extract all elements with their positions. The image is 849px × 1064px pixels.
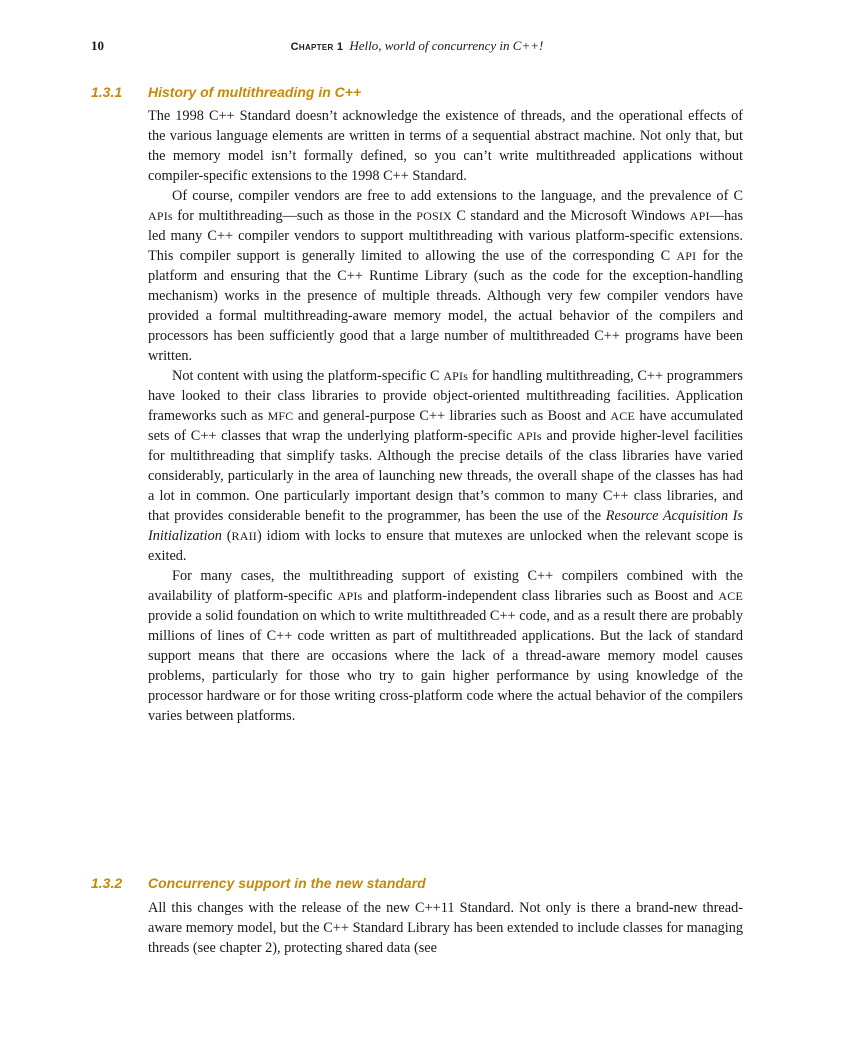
text-run: For many cases, the multithreading support of existing C++ compilers combined with the availability of platform-specific — [148, 568, 743, 604]
section-number: 1.3.2 — [91, 875, 123, 891]
page-number: 10 — [91, 38, 104, 53]
section-number: 1.3.1 — [91, 84, 123, 100]
running-head — [91, 38, 743, 54]
paragraph — [148, 898, 743, 958]
acronym: APIs — [148, 209, 173, 223]
paragraph — [148, 566, 743, 726]
acronym: RAII — [231, 529, 257, 543]
acronym: MFC — [267, 409, 294, 423]
text-run: C standard and the Microsoft Windows — [451, 208, 690, 224]
text-run: provide a solid foundation on which to write multithreaded C++ code, and as a result there are probably millions of lines of C++ code written as part of multithreaded applications. But the lack of standard support means that there are occasions where the lack of a thread-aware memory model causes problems, particularly for those who try to gain higher performance by using knowledge of the processor hardware or for those writing cross-platform code where the actual behavior of the compilers varies between platforms. — [148, 608, 743, 724]
text-run: ( — [221, 528, 232, 544]
acronym: ACE — [610, 409, 635, 423]
text-run: and general-purpose C++ libraries such as Boost and — [293, 408, 611, 424]
paragraph — [148, 366, 743, 566]
text-run: —has led many C++ compiler vendors to support multithreading with various platform-specific extensions. This compiler support is generally limited to allowing the use of the corresponding C — [148, 208, 744, 264]
text-run: Not content with using the platform-specific C — [172, 368, 444, 384]
text-run: and provide higher-level facilities for multithreading that simplify tasks. Although the precise details of the class libraries have varied considerably, particularly in the area of launching new threads, the overall shape of the classes has had a lot in common. One particularly important design that’s common to many C++ class libraries, and that provides considerable benefit to the programmer, has been the use of the — [148, 428, 743, 524]
text-run: for the platform and ensuring that the C++ Runtime Library (such as the code for the exception-handling mechanism) works in the presence of multiple threads. Although very few compiler vendors have provided a formal multithreading-aware memory model, the actual behavior of the compilers and processors has been sufficiently good that a large number of multithreaded C++ programs have been written. — [148, 248, 743, 364]
section-body-1-3-2 — [148, 898, 743, 958]
text-run: for handling multithreading, C++ programmers have looked to their class libraries to provide object-oriented multithreading facilities. Application frameworks such as — [148, 368, 743, 424]
acronym: API — [676, 249, 697, 263]
text-run: for multithreading—such as those in the — [172, 208, 417, 224]
emphasis: Resource Acquisition Is Initialization — [148, 508, 743, 544]
section-heading-1-3-1 — [91, 84, 361, 100]
acronym: APIs — [337, 589, 363, 603]
section-title: Concurrency support in the new standard — [148, 875, 426, 891]
page-header — [91, 38, 743, 58]
text-run: ) idiom with locks to ensure that mutexes are unlocked when the relevant scope is exited. — [148, 528, 743, 564]
text-run: have accumulated sets of C++ classes that wrap the underlying platform-specific — [148, 408, 743, 444]
acronym: POSIX — [416, 209, 452, 223]
acronym: APIs — [443, 369, 469, 383]
paragraph — [148, 186, 743, 366]
section-title: History of multithreading in C++ — [148, 84, 362, 100]
acronym: API — [689, 209, 710, 223]
paragraph — [148, 106, 743, 186]
chapter-label: Chapter 1 — [290, 41, 344, 53]
acronym: APIs — [517, 429, 542, 443]
chapter-title: Hello, world of concurrency in C++! — [349, 38, 544, 53]
acronym: ACE — [718, 589, 743, 603]
text-run: The 1998 C++ Standard doesn’t acknowledge the existence of threads, and the operational effects of the various language elements are written in terms of a sequential abstract machine. Not only that, but the memory model isn’t formally defined, so you can’t write multithreaded applications without compiler-specific extensions to the 1998 C++ Standard. — [148, 108, 743, 184]
text-run: All this changes with the release of the new C++11 Standard. Not only is there a brand-new thread-aware memory model, but the C++ Standard Library has been extended to include classes for managing threads (see chapter 2), protecting shared data (see — [148, 900, 743, 956]
text-run: Of course, compiler vendors are free to add extensions to the language, and the prevalence of C — [172, 188, 743, 204]
section-body-1-3-1 — [148, 106, 743, 726]
text-run: and platform-independent class libraries such as Boost and — [362, 588, 719, 604]
section-heading-1-3-2 — [91, 875, 426, 891]
